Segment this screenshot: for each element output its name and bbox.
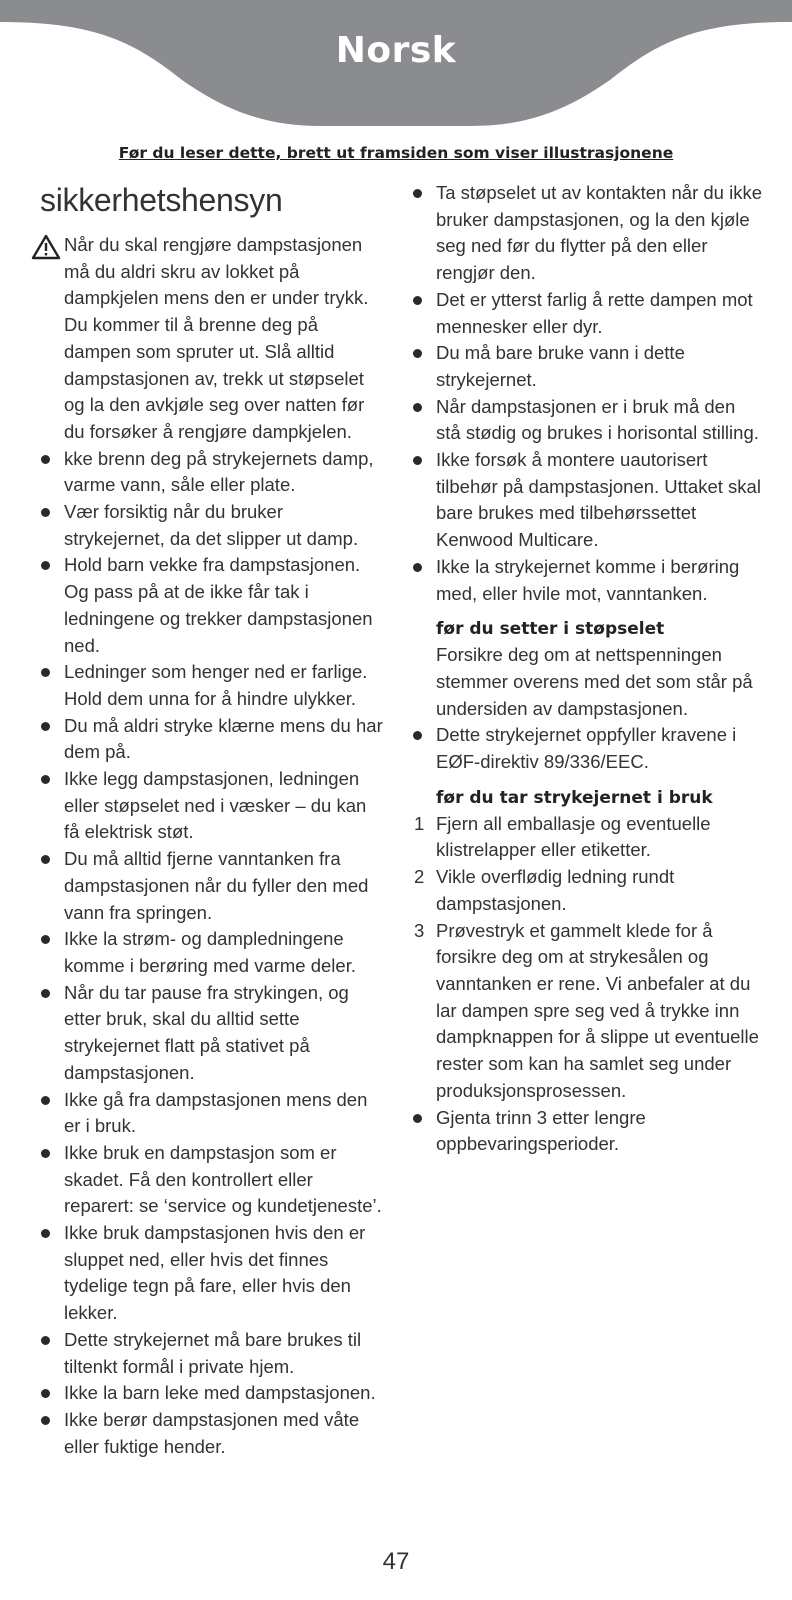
page-number: 47 (382, 1548, 410, 1575)
list-item-text: Du må alltid fjerne vanntanken fra dampstasjonen når du fyller den med vann fra springen. (64, 848, 369, 923)
list-item-text: Ikke forsøk å montere uautorisert tilbehør på dampstasjonen. Uttaket skal bare brukes med tilbehørssettet Kenwood Multicare. (436, 449, 761, 551)
final-bullet-text: Gjenta trinn 3 etter lengre oppbevaringsperioder. (436, 1106, 646, 1155)
list-item-text: Dette strykejernet må bare brukes til tiltenkt formål i private hjem. (64, 1328, 362, 1377)
list-item-text: Ikke la strykejernet komme i berøring med, eller hvile mot, vanntanken. (436, 555, 740, 604)
warning-triangle-icon (31, 234, 61, 260)
list-item (40, 1220, 385, 1327)
list-item-text: Ikke bruk dampstasjonen hvis den er sluppet ned, eller hvis det finnes tydelige tegn på fare, eller hvis den lekker. (64, 1222, 366, 1324)
step-number: 2 (414, 866, 425, 888)
step-text: Fjern all emballasje og eventuelle klistrelapper eller etiketter. (436, 812, 711, 861)
list-item-text: Ikke bruk en dampstasjon som er skadet. Få den kontrollert eller reparert: se ‘service og kundetjeneste’. (64, 1141, 382, 1217)
list-item (40, 659, 385, 712)
plug-heading: før du setter i støpselet (436, 619, 665, 640)
list-item-text: Når du tar pause fra strykingen, og etter bruk, skal du alltid sette strykejernet flatt på stativet på dampstasjonen. (64, 981, 349, 1083)
list-item (412, 287, 762, 340)
bullet-dot (41, 722, 50, 731)
section-title: sikkerhetshensyn (40, 182, 283, 218)
list-item (412, 554, 762, 607)
fold-out-notice: Før du leser dette, brett ut framsiden som viser illustrasjonene (118, 144, 674, 162)
step-item (412, 864, 762, 917)
bullet-dot (41, 1416, 50, 1425)
list-item-text: Ikke legg dampstasjonen, ledningen eller støpselet ned i væsker – du kan få elektrisk støt. (64, 768, 367, 843)
step-item (412, 811, 762, 864)
list-item (40, 980, 385, 1087)
list-item-text: Når dampstasjonen er i bruk må den stå stødig og brukes i horisontal stilling. (436, 395, 759, 444)
list-item-text: kke brenn deg på strykejernets damp, varme vann, såle eller plate. (64, 447, 374, 496)
list-item-text: Ikke la barn leke med dampstasjonen. (64, 1382, 376, 1404)
list-item (40, 926, 385, 979)
bullet-dot (41, 1389, 50, 1398)
list-item (412, 447, 762, 554)
left-bullet-list (40, 446, 385, 1461)
header-band (0, 0, 792, 130)
list-item (40, 1407, 385, 1460)
bullet-dot (41, 508, 50, 517)
list-item (412, 180, 762, 287)
list-item (412, 1105, 762, 1158)
plug-bullet-text: Dette strykejernet oppfyller kravene i EØF-direktiv 89/336/EEC. (436, 724, 737, 773)
bullet-dot (41, 1229, 50, 1238)
plug-text: Forsikre deg om at nettspenningen stemmer overens med det som står på undersiden av dampstasjonen. (436, 644, 753, 719)
list-item-text: Ta støpselet ut av kontakten når du ikke bruker dampstasjonen, og la den kjøle seg ned før du flytter på den eller rengjør den. (436, 182, 762, 284)
bullet-dot (41, 561, 50, 570)
list-item (40, 1327, 385, 1380)
step-item (412, 918, 762, 1105)
bullet-dot (413, 456, 422, 465)
list-item (40, 713, 385, 766)
list-item (40, 1140, 385, 1220)
list-item (412, 394, 762, 447)
steps-list (412, 811, 762, 1105)
bullet-dot (413, 349, 422, 358)
list-item (40, 1087, 385, 1140)
list-item-text: Hold barn vekke fra dampstasjonen. Og pass på at de ikke får tak i ledningene og trekker dampstasjonen ned. (64, 554, 373, 656)
step-number: 3 (414, 919, 425, 941)
bullet-dot (41, 668, 50, 677)
bullet-dot (41, 1149, 50, 1158)
step-number: 1 (414, 812, 425, 834)
bullet-dot (413, 1114, 422, 1123)
bullet-dot (413, 563, 422, 572)
bullet-dot (413, 403, 422, 412)
list-item (40, 499, 385, 552)
first-use-heading: før du tar strykejernet i bruk (436, 787, 713, 808)
list-item-text: Det er ytterst farlig å rette dampen mot mennesker eller dyr. (436, 288, 753, 337)
bullet-dot (41, 855, 50, 864)
bullet-dot (413, 189, 422, 198)
bullet-dot (413, 296, 422, 305)
warning-text: Når du skal rengjøre dampstasjonen må du aldri skru av lokket på dampkjelen mens den er under trykk. Du kommer til å brenne deg på dampen som spruter ut. Slå alltid dampstasjonen av, trekk ut støpselet og la den avkjøle seg over natten før du forsøker å rengjøre dampkjelen. (64, 234, 369, 442)
step-text: Prøvestryk et gammelt klede for å forsikre deg om at strykesålen og vanntanken er rene. Vi anbefaler at du lar dampen spre seg ved å trykke inn dampknappen for å slippe ut eventuelle rester som kan ha samlet seg under produksjonsprosessen. (436, 919, 759, 1101)
list-item-text: Ikke gå fra dampstasjonen mens den er i bruk. (64, 1088, 368, 1137)
step-text: Vikle overflødig ledning rundt dampstasjonen. (436, 866, 675, 914)
left-column (40, 180, 385, 1460)
page-language-title: Norsk (335, 30, 457, 71)
warning-item (40, 232, 385, 446)
bullet-dot (41, 989, 50, 998)
bullet-dot (41, 775, 50, 784)
list-item (40, 446, 385, 499)
right-column (412, 180, 762, 1158)
list-item (40, 846, 385, 926)
list-item (40, 766, 385, 846)
list-item (412, 722, 762, 775)
list-item (412, 340, 762, 393)
bullet-dot (41, 1096, 50, 1105)
list-item (40, 552, 385, 659)
right-bullet-list (412, 180, 762, 607)
bullet-dot (413, 731, 422, 740)
list-item (40, 1380, 385, 1407)
bullet-dot (41, 455, 50, 464)
list-item-text: Ikke la strøm- og dampledningene komme i berøring med varme deler. (64, 928, 356, 976)
list-item-text: Du må aldri stryke klærne mens du har dem på. (64, 714, 383, 763)
list-item-text: Ikke berør dampstasjonen med våte eller fuktige hender. (64, 1408, 360, 1457)
bullet-dot (41, 935, 50, 944)
list-item-text: Du må bare bruke vann i dette strykejernet. (436, 342, 685, 390)
list-item-text: Vær forsiktig når du bruker strykejernet, da det slipper ut damp. (64, 501, 359, 549)
list-item-text: Ledninger som henger ned er farlige. Hold dem unna for å hindre ulykker. (64, 661, 368, 709)
bullet-dot (41, 1336, 50, 1345)
